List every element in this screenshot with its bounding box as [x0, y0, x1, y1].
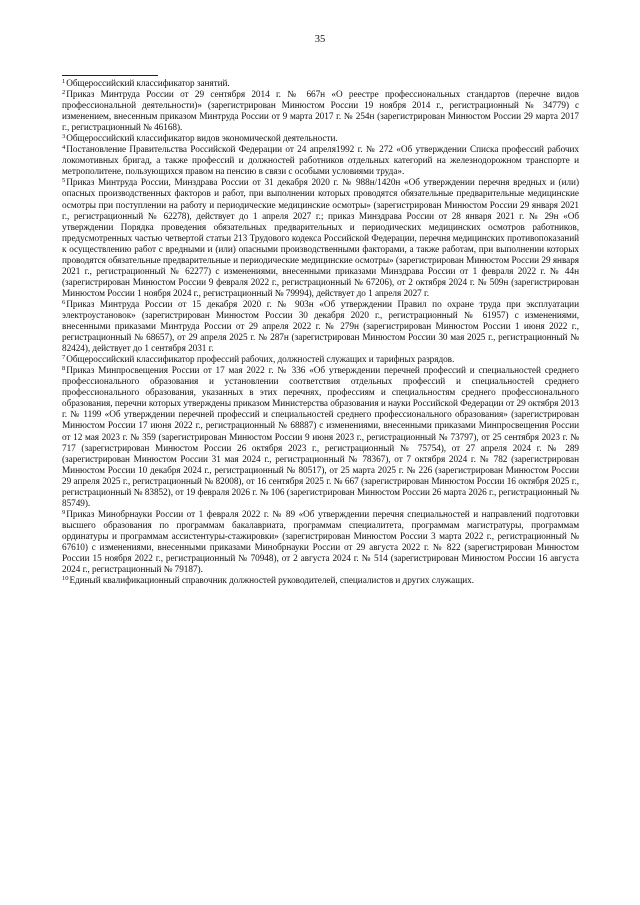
page-number: 35 [314, 34, 326, 45]
footnote [62, 366, 579, 510]
footnote-number: 3 [62, 133, 66, 141]
footnote-number: 8 [62, 365, 66, 373]
footnote-text: Постановление Правительства Российской Федерации от 24 апреля1992 г. № 272 «Об утверждении Списка профессий рабочих локомотивных бригад, а также профессий и должностей работников отдельных категорий на железнодорожном транспорте и метрополитене, пользующихся правом на пенсию в связи с особыми условиями труда». [62, 145, 579, 178]
footnote [62, 134, 579, 145]
footnote [62, 90, 579, 134]
footnote-text: Общероссийский классификатор профессий рабочих, должностей служащих и тарифных разрядов. [66, 355, 455, 366]
footnote-text: Приказ Минтруда России, Минздрава России от 31 декабря 2020 г. № 988н/1420н «Об утверждении перечня вредных и (или) опасных производственных факторов и работ, при выполнении которых проводятся обязательные предварительные медицинские осмотры при поступлении на работу и периодические медицинские осмотры» (зарегистрирован Минюстом России 29 января 2021 г., регистрационный № 62278), действует до 1 апреля 2027 г.; приказ Минздрава России от 28 января 2021 г. № 29н «Об утверждении Порядка проведения обязательных предварительных и периодических медицинских осмотров работников, предусмотренных частью четвертой статьи 213 Трудового кодекса Российской Федерации, перечня медицинских противопоказаний к осуществлению работ с вредными и (или) опасными производственными факторами, а также работам, при выполнении которых проводятся обязательные предварительные и периодические медицинские осмотры» (зарегистрирован Минюстом России 29 января 2021 г., регистрационный № 62277) с изменениями, внесенными приказами Минздрава России от 1 февраля 2022 г. № 44н (зарегистрирован Минюстом России 9 февраля 2022 г., регистрационный № 67206), от 2 октября 2024 г. № 509н (зарегистрирован Минюстом России 1 ноября 2024 г., регистрационный № 79994), действует до 1 апреля 2027 г. [62, 178, 579, 299]
footnote-number: 1 [62, 78, 66, 85]
footnote [62, 355, 579, 366]
footnote-number: 6 [62, 298, 66, 306]
footnote-text: Общероссийский классификатор видов экономической деятельности. [66, 134, 338, 145]
footnote [62, 510, 579, 576]
footnotes-list [62, 79, 579, 587]
footnote [62, 576, 579, 587]
footnote-number: 10 [62, 575, 69, 583]
footnote-number: 9 [62, 508, 66, 516]
footnote-number: 4 [62, 144, 66, 152]
footnote-text: Приказ Минтруда России от 29 сентября 2014 г. № 667н «О реестре профессиональных стандартов (перечне видов профессиональной деятельности)» (зарегистрирован Минюстом России 19 ноября 2014 г., регистрационный № 34779) с изменением, внесенным приказом Минтруда России от 9 марта 2017 г. № 254н (зарегистрирован Минюстом России 29 марта 2017 г., регистрационный № 46168). [62, 90, 579, 134]
footnote-text: Приказ Минтруда России от 15 декабря 2020 г. № 903н «Об утверждении Правил по охране труда при эксплуатации электроустановок» (зарегистрирован Минюстом России 30 декабря 2020 г., регистрационный № 61957) с изменениями, внесенными приказами Минтруда России от 29 апреля 2022 г. № 279н (зарегистрирован Минюстом России 1 июня 2022 г., регистрационный № 68657), от 29 апреля 2025 г. № 287н (зарегистрирован Минюстом России 30 мая 2025 г., регистрационный № 82424), действует до 1 сентября 2031 г. [62, 299, 579, 355]
footnote-text: Единый квалификационный справочник должностей руководителей, специалистов и других служащих. [69, 576, 475, 587]
footnote-separator [62, 75, 158, 76]
footnote-text: Общероссийский классификатор занятий. [66, 79, 230, 89]
footnote [62, 145, 579, 178]
footnote-number: 2 [62, 89, 66, 97]
footnote-text: Приказ Минпросвещения России от 17 мая 2022 г. № 336 «Об утверждении перечней профессий и специальностей среднего профессионального образования и установлении соответствия отдельных профессий и специальностей среднего профессионального образования, указанных в этих перечнях, профессиям и специальностям среднего профессионального образования, перечни которых утверждены приказом Министерства образования и науки Российской Федерации от 29 октября 2013 г. № 1199 «Об утверждении перечней профессий и специальностей среднего профессионального образования» (зарегистрирован Минюстом России 17 июня 2022 г., регистрационный № 68887) с изменениями, внесенными приказами Минпросвещения России от 12 мая 2023 г. № 359 (зарегистрирован Минюстом России 9 июня 2023 г., регистрационный № 73797), от 25 сентября 2023 г. № 717 (зарегистрирован Минюстом России 26 октября 2023 г., регистрационный № 75754), от 27 апреля 2024 г. № 289 (зарегистрирован Минюстом России 31 мая 2024 г., регистрационный № 78367), от 7 октября 2024 г. № 782 (зарегистрирован Минюстом России 10 декабря 2024 г., регистрационный № 80517), от 25 марта 2025 г. № 226 (зарегистрирован Минюстом России 29 апреля 2025 г., регистрационный № 82008), от 16 сентября 2025 г. № 667 (зарегистрирован Минюстом России 16 октября 2025 г., регистрационный № 83852), от 19 февраля 2026 г. № 106 (зарегистрирован Минюстом России 26 марта 2026 г., регистрационный № 85749). [62, 366, 579, 509]
footnote-text: Приказ Минобрнауки России от 1 февраля 2022 г. № 89 «Об утверждении перечня специальностей и направлений подготовки высшего образования по программам бакалавриата, программам специалитета, программам магистратуры, программам ординатуры и программам ассистентуры-стажировки» (зарегистрирован Минюстом России 3 марта 2022 г., регистрационный № 67610) с изменениями, внесенными приказами Минобрнауки России от 29 августа 2022 г. № 822 (зарегистрирован Минюстом России 15 ноября 2022 г., регистрационный № 70948), от 2 августа 2024 г. № 514 (зарегистрирован Минюстом России 16 августа 2024 г., регистрационный № 79187). [62, 509, 579, 576]
footnote [62, 178, 579, 300]
footnote [62, 79, 579, 90]
footnote-number: 7 [62, 354, 66, 362]
footnote-number: 5 [62, 177, 66, 185]
footnote [62, 300, 579, 355]
